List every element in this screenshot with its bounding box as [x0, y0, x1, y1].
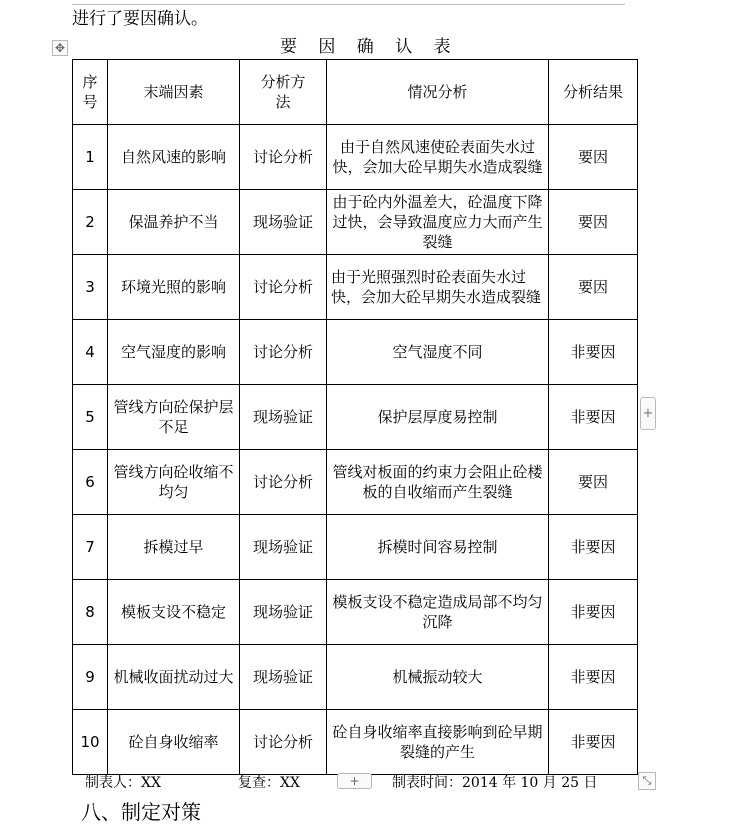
cell-method: 讨论分析 — [240, 710, 327, 775]
cell-analysis: 管线对板面的约束力会阻止砼楼板的自收缩而产生裂缝 — [327, 450, 549, 515]
cell-seq: 2 — [73, 190, 108, 255]
footer-time: 制表时间：2014 年 10 月 25 日 — [392, 775, 598, 791]
cell-seq: 1 — [73, 125, 108, 190]
table-resize-icon[interactable]: ⤡ — [638, 772, 656, 790]
cell-factor: 环境光照的影响 — [108, 255, 240, 320]
table-row — [73, 385, 638, 450]
table-row — [73, 255, 638, 320]
cell-seq: 8 — [73, 580, 108, 645]
cell-seq: 10 — [73, 710, 108, 775]
cell-factor: 管线方向砼收缩不均匀 — [108, 450, 240, 515]
cell-seq: 6 — [73, 450, 108, 515]
cell-method: 讨论分析 — [240, 255, 327, 320]
cell-method: 现场验证 — [240, 515, 327, 580]
cell-factor: 保温养护不当 — [108, 190, 240, 255]
table-row — [73, 710, 638, 775]
section-heading: 八、制定对策 — [81, 800, 201, 824]
table-row — [73, 190, 638, 255]
intro-text: 进行了要因确认。 — [72, 9, 208, 29]
cell-seq: 7 — [73, 515, 108, 580]
cell-result: 要因 — [549, 190, 638, 255]
cell-factor: 模板支设不稳定 — [108, 580, 240, 645]
cell-method: 讨论分析 — [240, 125, 327, 190]
cell-method: 现场验证 — [240, 645, 327, 710]
cell-result: 非要因 — [549, 320, 638, 385]
header-factor: 末端因素 — [108, 60, 240, 125]
cell-factor: 机械收面扰动过大 — [108, 645, 240, 710]
cell-method: 现场验证 — [240, 385, 327, 450]
add-column-button[interactable]: + — [640, 397, 656, 430]
table-row — [73, 515, 638, 580]
cell-analysis: 砼自身收缩率直接影响到砼早期裂缝的产生 — [327, 710, 549, 775]
cell-method: 现场验证 — [240, 580, 327, 645]
cell-seq: 3 — [73, 255, 108, 320]
cell-seq: 5 — [73, 385, 108, 450]
cell-result: 非要因 — [549, 710, 638, 775]
cell-result: 非要因 — [549, 385, 638, 450]
table-row — [73, 580, 638, 645]
cell-result: 要因 — [549, 255, 638, 320]
cell-factor: 管线方向砼保护层不足 — [108, 385, 240, 450]
cell-factor: 自然风速的影响 — [108, 125, 240, 190]
add-row-button[interactable]: + — [337, 773, 372, 789]
cell-analysis: 空气湿度不同 — [327, 320, 549, 385]
cell-method: 讨论分析 — [240, 450, 327, 515]
cell-seq: 9 — [73, 645, 108, 710]
table-row — [73, 320, 638, 385]
cell-factor: 拆模过早 — [108, 515, 240, 580]
table-row — [73, 450, 638, 515]
factor-table — [72, 59, 638, 775]
cell-result: 非要因 — [549, 580, 638, 645]
top-rule — [72, 0, 625, 5]
cell-result: 非要因 — [549, 515, 638, 580]
cell-analysis: 机械振动较大 — [327, 645, 549, 710]
cell-result: 要因 — [549, 125, 638, 190]
table-title: 要 因 确 认 表 — [280, 37, 459, 57]
header-method: 分析方法 — [240, 60, 327, 125]
cell-factor: 砼自身收缩率 — [108, 710, 240, 775]
header-analysis: 情况分析 — [327, 60, 549, 125]
cell-result: 非要因 — [549, 645, 638, 710]
cell-analysis: 由于光照强烈时砼表面失水过快，会加大砼早期失水造成裂缝 — [327, 255, 549, 320]
cell-analysis: 模板支设不稳定造成局部不均匀沉降 — [327, 580, 549, 645]
cell-method: 讨论分析 — [240, 320, 327, 385]
cell-analysis: 保护层厚度易控制 — [327, 385, 549, 450]
footer-maker: 制表人：XX — [85, 775, 161, 791]
table-row — [73, 645, 638, 710]
cell-seq: 4 — [73, 320, 108, 385]
header-seq: 序号 — [73, 60, 108, 125]
cell-analysis: 由于自然风速使砼表面失水过快，会加大砼早期失水造成裂缝 — [327, 125, 549, 190]
table-row — [73, 125, 638, 190]
cell-factor: 空气湿度的影响 — [108, 320, 240, 385]
cell-analysis: 拆模时间容易控制 — [327, 515, 549, 580]
header-result: 分析结果 — [549, 60, 638, 125]
table-header-row — [73, 60, 638, 125]
cell-analysis: 由于砼内外温差大，砼温度下降过快，会导致温度应力大而产生裂缝 — [327, 190, 549, 255]
table-footer — [0, 771, 747, 793]
cell-result: 要因 — [549, 450, 638, 515]
footer-checker: 复查：XX — [238, 775, 300, 791]
table-move-icon[interactable]: ✥ — [52, 40, 68, 56]
cell-method: 现场验证 — [240, 190, 327, 255]
